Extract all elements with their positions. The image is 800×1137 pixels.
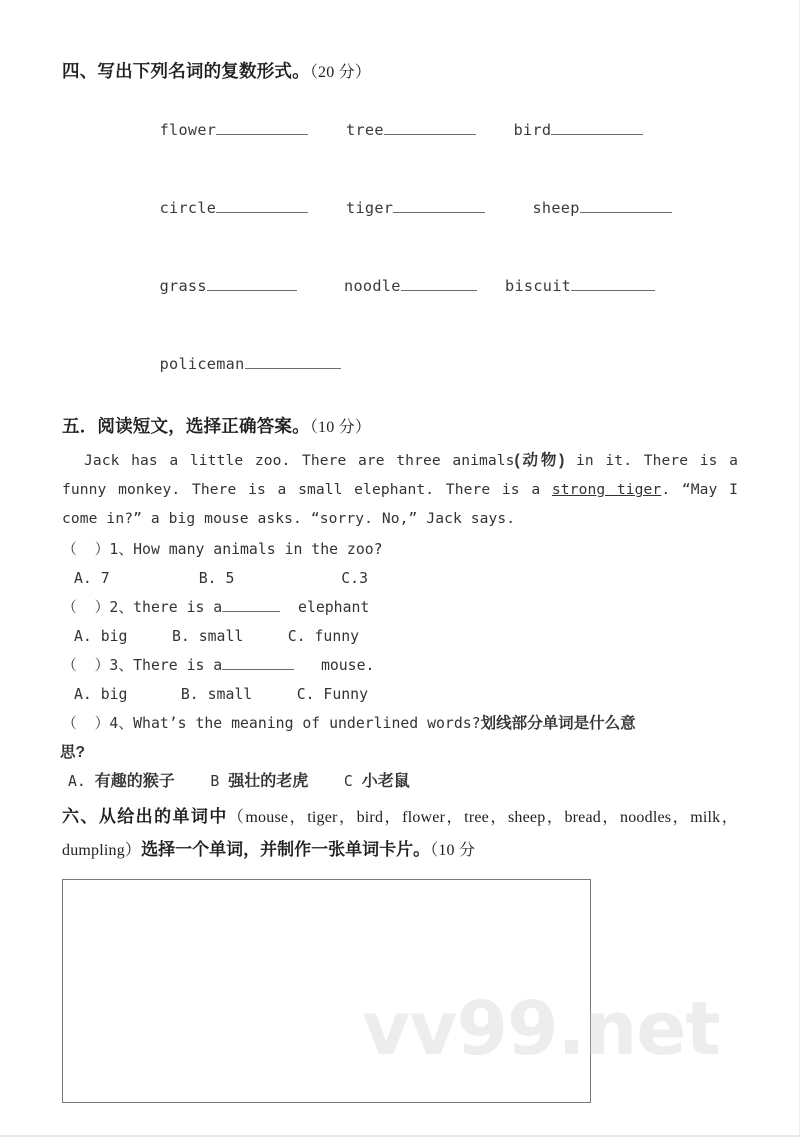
question-3-marker[interactable]: （ ）3、: [62, 657, 134, 674]
section-four-heading-text: 四、写出下列名词的复数形式。: [62, 61, 310, 81]
word-biscuit: biscuit: [505, 277, 572, 295]
word-bird: bird: [513, 121, 552, 139]
question-4-stem-english: What’s the meaning of underlined words?: [133, 715, 481, 732]
question-1: [62, 535, 738, 564]
section-four-heading: [62, 58, 738, 85]
section-six-word-bank: （mouse，tiger，bird，flower，tree，sheep，bread，noodles，milk，dumpling）: [62, 809, 738, 859]
word-tiger: tiger: [346, 199, 394, 217]
section-four-score: （20 分）: [309, 64, 372, 81]
passage-underlined-phrase: strong tiger: [551, 481, 662, 498]
question-1-stem: How many animals in the zoo?: [133, 541, 383, 558]
question-4-option-a-letter: A.: [68, 773, 86, 790]
blank-bird[interactable]: [551, 119, 643, 135]
question-4-marker[interactable]: （ ）4、: [62, 715, 134, 732]
blank-tree[interactable]: [384, 119, 476, 135]
word-circle: circle: [159, 199, 217, 217]
passage-gloss-animals: (动物): [514, 452, 565, 469]
section-six-score: （10 分: [430, 842, 476, 859]
word-noodle: noodle: [344, 277, 401, 295]
question-4-option-b-text: 强壮的老虎: [228, 773, 309, 790]
question-2-marker[interactable]: （ ）2、: [62, 599, 134, 616]
page-content: [62, 58, 738, 1103]
question-2-stem-after: elephant: [280, 599, 370, 616]
question-4: [62, 709, 738, 738]
word-flower: flower: [159, 121, 217, 139]
question-4-stem-chinese: 划线部分单词是什么意: [480, 715, 636, 732]
site-watermark: vv99.net: [362, 986, 720, 1072]
blank-grass[interactable]: [207, 275, 297, 291]
section-five-heading: [62, 413, 738, 440]
question-3-stem-after: mouse.: [294, 657, 375, 674]
question-4-option-a-text: 有趣的猴子: [94, 773, 175, 790]
passage-part-3: . “May I come in?” a big mouse asks. “sorry. No,” Jack says.: [62, 481, 738, 527]
word-sheep: sheep: [532, 199, 580, 217]
word-tree: tree: [346, 121, 384, 139]
question-1-marker[interactable]: （ ）1、: [62, 541, 134, 558]
question-4-option-b-letter: B: [210, 773, 220, 790]
question-2-stem-before: there is a: [133, 599, 223, 616]
word-row: [84, 91, 738, 169]
section-five-heading-text: 五．阅读短文，选择正确答案。: [62, 416, 310, 436]
word-row: [84, 325, 738, 403]
word-row: [84, 247, 738, 325]
blank-biscuit[interactable]: [571, 275, 655, 291]
section-five-score: （10 分）: [309, 419, 372, 436]
question-3-blank[interactable]: [222, 655, 294, 670]
word-row: [84, 169, 738, 247]
question-4-options[interactable]: [62, 767, 738, 797]
question-4-stem-chinese-cont: 思?: [60, 744, 85, 761]
word-grass: grass: [159, 277, 207, 295]
blank-flower[interactable]: [216, 119, 308, 135]
passage-part-2: in it. There is a funny monkey. There is a small elephant. There is a: [62, 452, 738, 498]
question-3-stem-before: There is a: [133, 657, 223, 674]
question-4-stem-chinese-line2: [60, 738, 738, 767]
question-2-blank[interactable]: [222, 597, 280, 612]
question-2-options[interactable]: A. big B. small C. funny: [74, 628, 360, 645]
blank-circle[interactable]: [216, 197, 308, 213]
question-3-options[interactable]: A. big B. small C. Funny: [74, 686, 368, 703]
question-2: [62, 593, 738, 622]
question-3: [62, 651, 738, 680]
section-six-heading: [62, 801, 738, 867]
word-policeman: policeman: [159, 355, 245, 373]
passage-part-1: Jack has a little zoo. There are three animals: [84, 452, 515, 469]
question-4-option-c-letter: C: [343, 773, 353, 790]
blank-sheep[interactable]: [580, 197, 672, 213]
blank-noodle[interactable]: [401, 275, 477, 291]
section-six-heading-part1: 六、从给出的单词中: [62, 807, 228, 826]
question-1-options[interactable]: A. 7 B. 5 C.3: [74, 570, 368, 587]
blank-tiger[interactable]: [393, 197, 485, 213]
section-six-heading-part2: 选择一个单词，并制作一张单词卡片。: [141, 840, 431, 859]
blank-policeman[interactable]: [245, 353, 341, 369]
plural-word-list: [62, 91, 738, 403]
question-4-option-c-text: 小老鼠: [361, 773, 410, 790]
reading-passage: [62, 446, 738, 533]
